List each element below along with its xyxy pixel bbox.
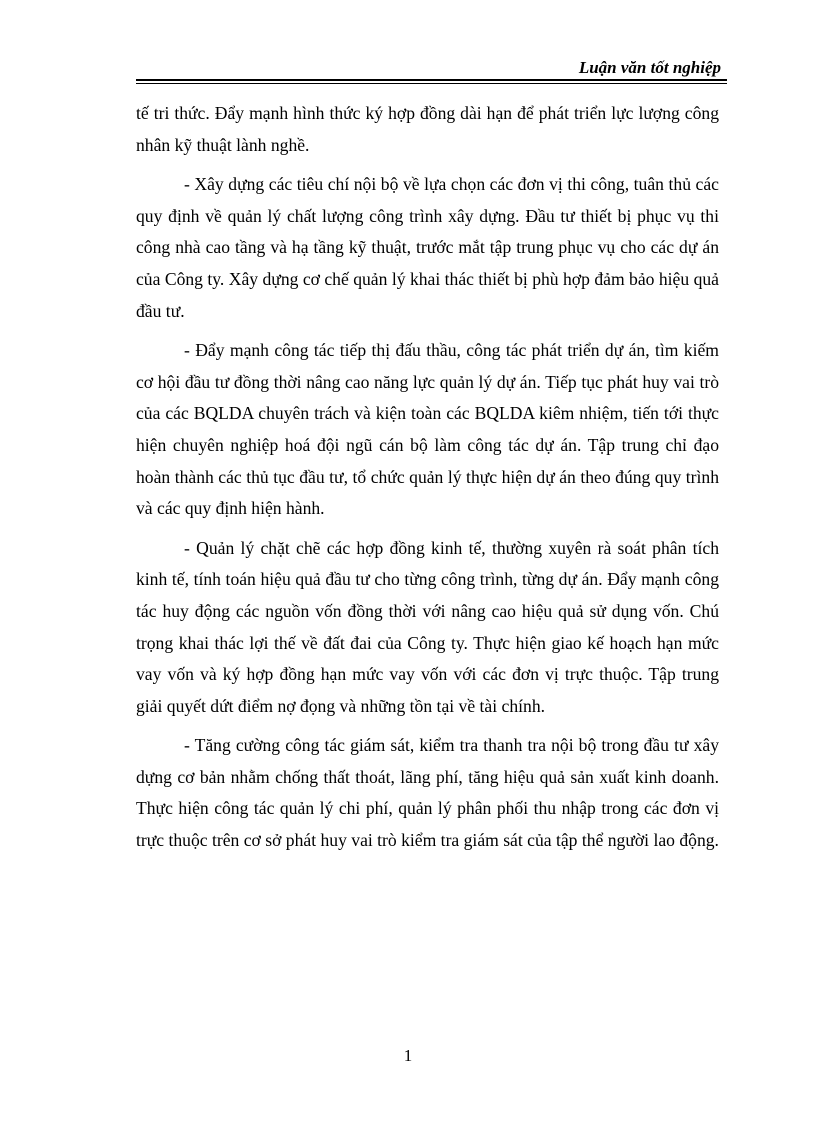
- header-rule-thick: [136, 79, 727, 81]
- paragraph-contract-finance: - Quản lý chặt chẽ các hợp đồng kinh tế, thường xuyên rà soát phân tích kinh tế, tính toán hiệu quả đầu tư cho từng công trình, từng dự án. Đẩy mạnh công tác huy động các nguồn vốn đồng thời với nâng cao hiệu quả sử dụng vốn. Chú trọng khai thác lợi thế về đất đai của Công ty. Thực hiện giao kế hoạch hạn mức vay vốn và ký hợp đồng hạn mức vay vốn với các đơn vị trực thuộc. Tập trung giải quyết dứt điểm nợ đọng và những tồn tại về tài chính.: [136, 537, 719, 716]
- paragraph-project-development: - Đẩy mạnh công tác tiếp thị đấu thầu, công tác phát triển dự án, tìm kiếm cơ hội đầu tư đồng thời nâng cao năng lực quản lý dự án. Tiếp tục phát huy vai trò của các BQLDA chuyên trách và kiện toàn các BQLDA kiêm nhiệm, tiến tới thực hiện chuyên nghiệp hoá đội ngũ cán bộ làm công tác dự án. Tập trung chỉ đạo hoàn thành các thủ tục đầu tư, tổ chức quản lý thực hiện dự án theo đúng quy trình và các quy định hiện hành.: [136, 340, 719, 519]
- paragraph-construction-quality: - Xây dựng các tiêu chí nội bộ về lựa chọn các đơn vị thi công, tuân thủ các quy định về quản lý chất lượng công trình xây dựng. Đầu tư thiết bị phục vụ thi công nhà cao tầng và hạ tầng kỹ thuật, trước mắt tập trung phục vụ cho các dự án của Công ty. Xây dựng cơ chế quản lý khai thác thiết bị phù hợp đảm bảo hiệu quả đầu tư.: [136, 174, 719, 321]
- body-text: [136, 98, 719, 865]
- paragraph-supervision: - Tăng cường công tác giám sát, kiểm tra thanh tra nội bộ trong đầu tư xây dựng cơ bản nhằm chống thất thoát, lãng phí, tăng hiệu quả sản xuất kinh doanh. Thực hiện công tác quản lý chi phí, quản lý phân phối thu nhập trong các đơn vị trực thuộc trên cơ sở phát huy vai trò kiểm tra giám sát của tập thể người lao động.: [136, 735, 719, 851]
- paragraph-continuation: tế tri thức. Đẩy mạnh hình thức ký hợp đồng dài hạn để phát triển lực lượng công nhân kỹ thuật lành nghề.: [136, 103, 719, 155]
- header-rule-thin: [136, 83, 727, 84]
- header-title: Luận văn tốt nghiệp: [578, 58, 721, 77]
- page-number: 1: [403, 1046, 413, 1065]
- page-header: [136, 56, 727, 84]
